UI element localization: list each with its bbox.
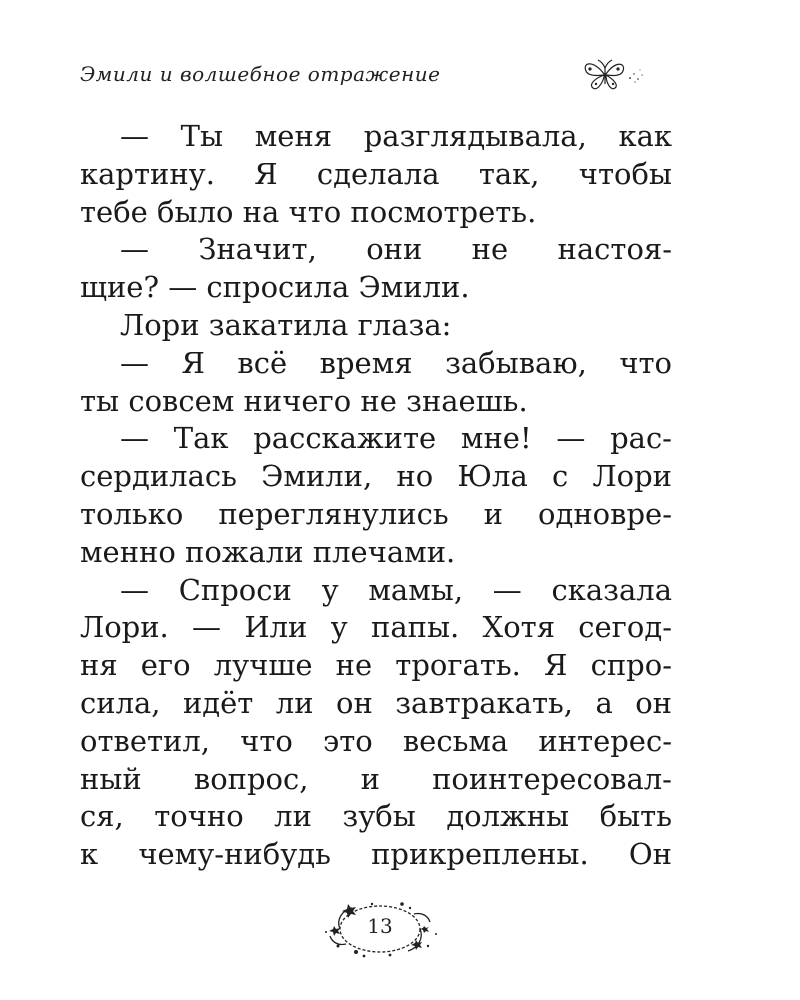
butterfly-icon: [578, 54, 648, 94]
text-line: — Так расскажите мне! — рас-: [120, 421, 672, 456]
body-text: [80, 118, 672, 874]
text-line: картину. Я сделала так, чтобы: [80, 156, 672, 191]
text-line: — Значит, они не настоя-: [120, 232, 672, 267]
text-line: только переглянулись и одновре-: [80, 496, 672, 531]
text-line: — Я всё время забываю, что: [120, 345, 672, 380]
text-line: Лори. — Или у папы. Хотя сегод-: [80, 610, 672, 645]
text-line: ответил, что это весьма интерес-: [80, 723, 672, 758]
text-line: — Ты меня разглядывала, как: [120, 119, 672, 153]
text-line: щие? — спросила Эмили.: [80, 270, 470, 305]
text-line: Лори закатила глаза:: [120, 307, 452, 342]
text-line: тебе было на что посмотреть.: [80, 194, 537, 229]
text-line: к чему-нибудь прикреплены. Он: [80, 837, 672, 872]
running-head: Эмили и волшебное отражение: [80, 62, 441, 86]
page-folio: [316, 896, 444, 962]
text-line: сила, идёт ли он завтракать, а он: [80, 685, 672, 720]
text-line: менно пожали плечами.: [80, 534, 456, 569]
text-line: ся, точно ли зубы должны быть: [80, 799, 672, 834]
text-line: ты совсем ничего не знаешь.: [80, 383, 528, 418]
text-line: сердилась Эмили, но Юла с Лори: [80, 459, 672, 494]
text-line: ный вопрос, и поинтересовал-: [80, 761, 672, 796]
text-line: ня его лучше не трогать. Я спро-: [80, 648, 672, 683]
page-number: 13: [367, 914, 393, 938]
text-line: — Спроси у мамы, — сказала: [120, 572, 672, 607]
